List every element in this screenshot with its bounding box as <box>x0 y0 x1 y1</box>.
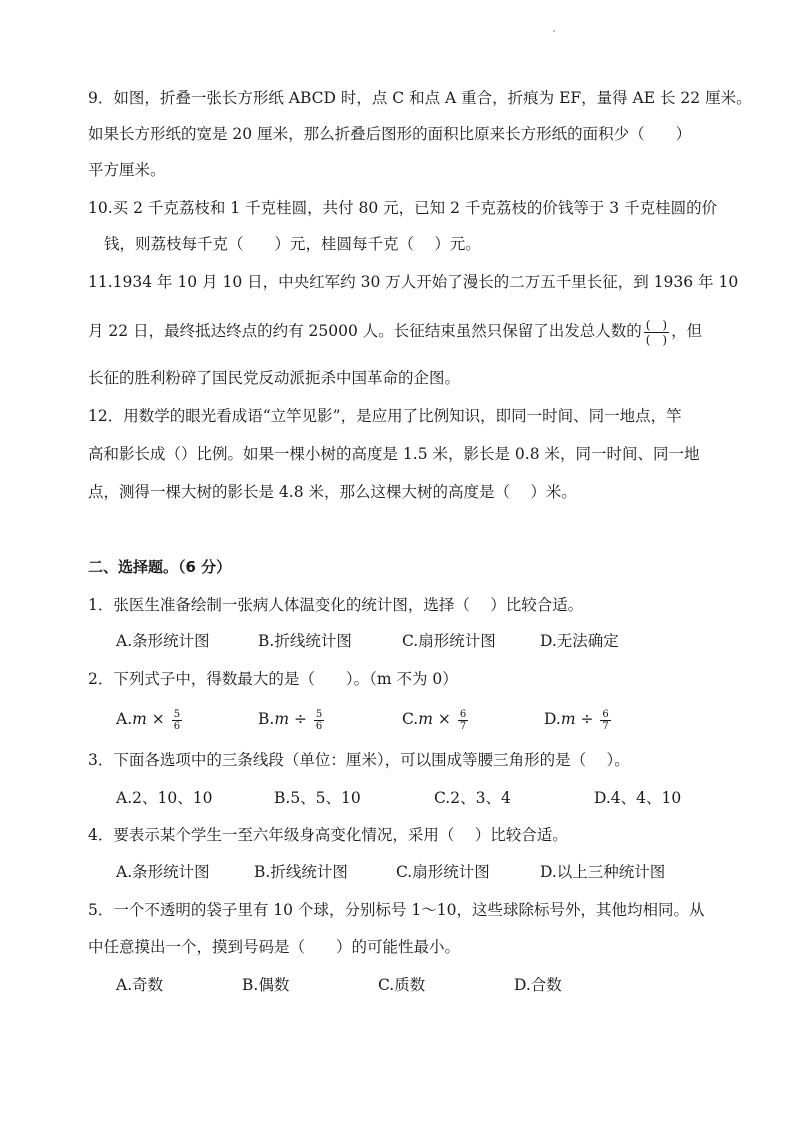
choice-q5-option-c: C.质数 <box>378 976 426 994</box>
choice-q2-option-a <box>116 706 184 732</box>
math-variable: m <box>418 710 433 728</box>
q11-line2-text: 月 22 日，最终抵达终点的约有 25000 人。长征结束虽然只保留了出发总人数的 <box>88 322 642 340</box>
choice-q1-option-c: C.扇形统计图 <box>402 632 496 650</box>
choice-q2-option-c <box>402 706 470 732</box>
fraction-numerator: 6 <box>459 708 467 720</box>
math-operator: ÷ <box>293 710 307 728</box>
math-operator: × <box>437 710 451 728</box>
option-letter: B. <box>258 710 275 728</box>
math-fraction <box>600 709 610 732</box>
fraction-numerator: 5 <box>173 708 181 720</box>
q9-line2: 如果长方形纸的宽是 20 厘米，那么折叠后图形的面积比原来长方形纸的面积少（ ） <box>88 125 692 143</box>
math-variable: m <box>560 710 576 728</box>
choice-q5-line2: 中任意摸出一个，摸到号码是（ ）的可能性最小。 <box>88 938 461 956</box>
q9-line3: 平方厘米。 <box>88 161 166 179</box>
choice-q4-option-b: B.折线统计图 <box>254 863 348 881</box>
math-operator: × <box>151 710 165 728</box>
choice-q4-stem: 4．要表示某个学生一至六年级身高变化情况，采用（ ）比较合适。 <box>88 826 568 844</box>
section2-heading: 二、选择题。（6 分） <box>88 558 232 576</box>
option-letter: D. <box>544 710 561 728</box>
choice-q3-option-b: B.5、5、10 <box>274 789 361 807</box>
choice-q5-option-b: B.偶数 <box>242 976 290 994</box>
choice-q1-option-d: D.无法确定 <box>540 632 619 650</box>
math-variable: m <box>274 710 290 728</box>
math-operator: ÷ <box>580 710 594 728</box>
fraction-numerator: 5 <box>315 708 323 720</box>
choice-q1-option-a: A.条形统计图 <box>116 632 210 650</box>
scan-speck <box>553 30 555 32</box>
choice-q2-option-b <box>258 706 326 732</box>
fraction-numerator: ( ) <box>645 317 668 332</box>
q12-line1: 12．用数学的眼光看成语“立竿见影”，是应用了比例知识，即同一时间、同一地点，竿 <box>88 407 682 425</box>
option-letter: A. <box>116 710 133 728</box>
choice-q1-option-b: B.折线统计图 <box>258 632 352 650</box>
fraction-denominator: 6 <box>315 720 323 732</box>
q11-line3: 长征的胜利粉碎了国民党反动派扼杀中国革命的企图。 <box>88 369 461 387</box>
choice-q5-line1: 5．一个不透明的袋子里有 10 个球，分别标号 1～10，这些球除标号外，其他均相同。从 <box>88 901 705 919</box>
q11-line2 <box>88 316 702 347</box>
choice-q3-stem: 3．下面各选项中的三条线段（单位：厘米），可以围成等腰三角形的是（ ）。 <box>88 751 630 769</box>
q10-line1: 10.买 2 千克荔枝和 1 千克桂圆，共付 80 元，已知 2 千克荔枝的价钱等于 3 千克桂圆的价 <box>88 199 718 217</box>
fraction-denominator: 7 <box>602 720 609 732</box>
choice-q4-option-c: C.扇形统计图 <box>396 863 490 881</box>
q9-line1: 9．如图，折叠一张长方形纸 ABCD 时，点 C 和点 A 重合，折痕为 EF，量得 AE 长 22 厘米。 <box>88 89 752 107</box>
choice-q1-stem: 1．张医生准备绘制一张病人体温变化的统计图，选择（ ）比较合适。 <box>88 596 584 614</box>
q10-line2: 钱，则荔枝每千克（ ）元，桂圆每千克（ ）元。 <box>104 235 481 253</box>
fraction-denominator: ( ) <box>645 332 668 347</box>
choice-q3-option-a: A.2、10、10 <box>116 789 213 807</box>
fraction-denominator: 7 <box>459 720 467 732</box>
choice-q4-option-a: A.条形统计图 <box>116 863 210 881</box>
choice-q3-option-c: C.2、3、4 <box>434 789 511 807</box>
option-letter: C. <box>402 710 419 728</box>
q11-line2-tail: ，但 <box>671 322 703 340</box>
choice-q4-option-d: D.以上三种统计图 <box>540 863 666 881</box>
choice-q2-option-d <box>544 706 613 732</box>
q12-line2: 高和影长成（）比例。如果一棵小树的高度是 1.5 米，影长是 0.8 米，同一时间、同一地 <box>88 445 700 463</box>
choice-q3-option-d: D.4、4、10 <box>594 789 682 807</box>
fraction-numerator: 6 <box>602 708 609 720</box>
q11-fraction-blank <box>644 318 669 347</box>
q11-line1: 11.1934 年 10 月 10 日，中央红军约 30 万人开始了漫长的二万五千里长征，到 1936 年 10 <box>88 273 739 291</box>
choice-q2-stem: 2．下列式子中，得数最大的是（ ）。（m 不为 0） <box>88 670 458 688</box>
q12-line3: 点，测得一棵大树的影长是 4.8 米，那么这棵大树的高度是（ ）米。 <box>88 483 577 501</box>
math-fraction <box>172 709 182 732</box>
fraction-denominator: 6 <box>173 720 181 732</box>
choice-q5-option-d: D.合数 <box>514 976 562 994</box>
math-fraction <box>458 709 468 732</box>
math-fraction <box>314 709 324 732</box>
choice-q5-option-a: A.奇数 <box>116 976 164 994</box>
math-variable: m <box>132 710 147 728</box>
